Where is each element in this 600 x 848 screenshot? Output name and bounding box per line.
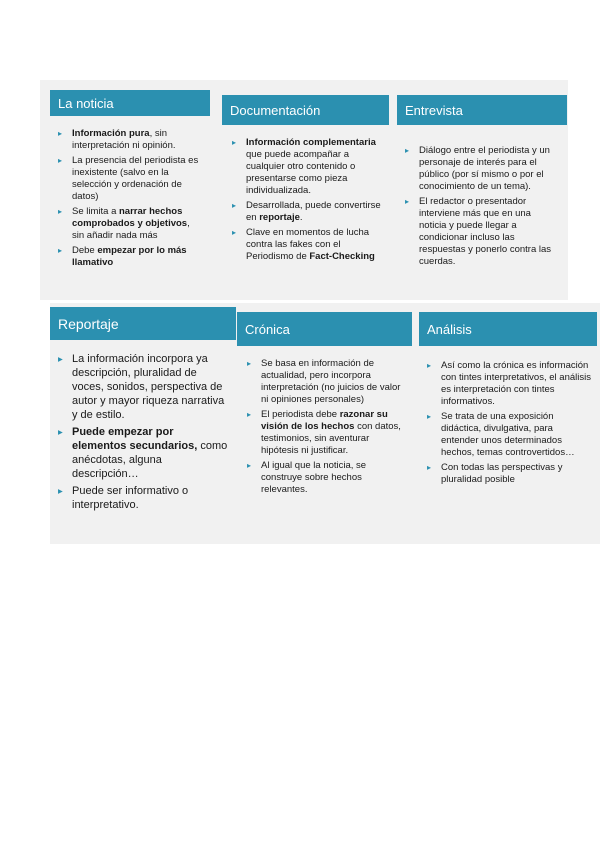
bullet-text: con datos, testimonios, sin aventurar hipótesis ni justificar. — [261, 421, 401, 456]
bullet-text: Diálogo entre el periodista y un personaje de interés para el público (por sí mismo o por el conocimiento de un tema). — [419, 145, 550, 192]
card-cronica — [237, 312, 412, 544]
bullet-text: Con todas las perspectivas y pluralidad posible — [441, 462, 563, 485]
bullet-text: Puede empezar por elementos secundarios, — [72, 426, 198, 452]
card-bullets — [50, 352, 236, 515]
bullet-item — [58, 484, 230, 512]
card-bullets — [50, 128, 210, 272]
bullet-item — [427, 411, 591, 459]
bullet-item — [232, 227, 383, 263]
card-bullets — [222, 137, 389, 266]
bullet-text: La información incorpora ya descripción, pluralidad de voces, sonidos, perspectiva de autor y mayor riqueza narrativa y de estilo. — [72, 353, 225, 421]
bullet-text: , sin añadir nada más — [72, 218, 190, 241]
card-documentacion — [222, 95, 389, 300]
bullet-item — [405, 145, 561, 193]
bullet-list — [405, 145, 561, 268]
card-bullets — [397, 145, 567, 271]
bullet-text: El periodista debe — [261, 409, 340, 420]
card-title: Documentación — [222, 95, 389, 125]
card-reportaje — [50, 307, 236, 544]
bullet-item — [247, 409, 406, 457]
bullet-text: Clave en momentos de lucha contra las fakes con el Periodismo de — [246, 227, 370, 262]
bullet-item — [58, 352, 230, 422]
bullet-item — [232, 137, 383, 197]
bullet-item — [405, 196, 561, 268]
card-title: Entrevista — [397, 95, 567, 125]
bullet-text: , sin interpretación ni opinión. — [72, 128, 176, 151]
card-bullets — [419, 360, 597, 489]
card-title: Análisis — [419, 312, 597, 346]
card-title: La noticia — [50, 90, 210, 116]
bullet-text: El redactor o presentador interviene más que en una noticia y puede llegar a condicionar incluso las respuestas y ponerlo contra las cuerdas. — [419, 196, 552, 267]
bullet-item — [58, 425, 230, 481]
bullet-text: Puede ser informativo o interpretativo. — [72, 485, 189, 511]
bullet-text: Fact-Checking — [309, 251, 375, 262]
bullet-text: Se trata de una exposición didáctica, divulgativa, para entender unos determinados hechos, temas controvertidos… — [441, 411, 575, 458]
card-title: Crónica — [237, 312, 412, 346]
bullet-text: que puede acompañar a cualquier otro contenido o presentarse como pieza individualizada. — [246, 149, 356, 196]
bullet-item — [247, 460, 406, 496]
bullet-item — [427, 360, 591, 408]
bullet-item — [232, 200, 383, 224]
card-title: Reportaje — [50, 307, 236, 340]
bullet-text: Se basa en información de actualidad, pero incorpora interpretación (no juicios de valor ni opiniones personales) — [261, 358, 401, 405]
bullet-text: empezar por lo más llamativo — [72, 245, 187, 268]
card-la-noticia — [50, 90, 210, 300]
bullet-item — [58, 206, 204, 242]
bullet-list — [58, 128, 204, 269]
bullet-text: Así como la crónica es información con tintes interpretativos, el análisis es interpretación con tintes informativos. — [441, 360, 591, 407]
bullet-text: Información pura — [72, 128, 150, 139]
bullet-text: como anécdotas, alguna descripción… — [72, 440, 228, 480]
bullet-text: La presencia del periodista es inexistente (salvo en la selección y ordenación de datos) — [72, 155, 199, 202]
bullet-text: Al igual que la noticia, se construye sobre hechos relevantes. — [261, 460, 367, 495]
bullet-text: narrar hechos comprobados y objetivos — [72, 206, 188, 229]
bullet-list — [232, 137, 383, 263]
card-analisis — [419, 312, 597, 544]
bullet-item — [58, 128, 204, 152]
bullet-item — [58, 155, 204, 203]
bullet-item — [427, 462, 591, 486]
bullet-text: . — [299, 212, 303, 223]
bullet-list — [427, 360, 591, 486]
bullet-text: razonar su visión de los hechos — [261, 409, 388, 432]
bullet-list — [58, 352, 230, 512]
card-entrevista — [397, 95, 567, 300]
bullet-text: Se limita a — [72, 206, 119, 217]
bullet-text: reportaje — [259, 212, 300, 223]
bullet-item — [247, 358, 406, 406]
card-bullets — [237, 358, 412, 499]
bullet-item — [58, 245, 204, 269]
bullet-list — [247, 358, 406, 496]
bullet-text: Desarrollada, puede convertirse en — [246, 200, 381, 223]
bullet-text: Debe — [72, 245, 98, 256]
bullet-text: Información complementaria — [246, 137, 376, 148]
